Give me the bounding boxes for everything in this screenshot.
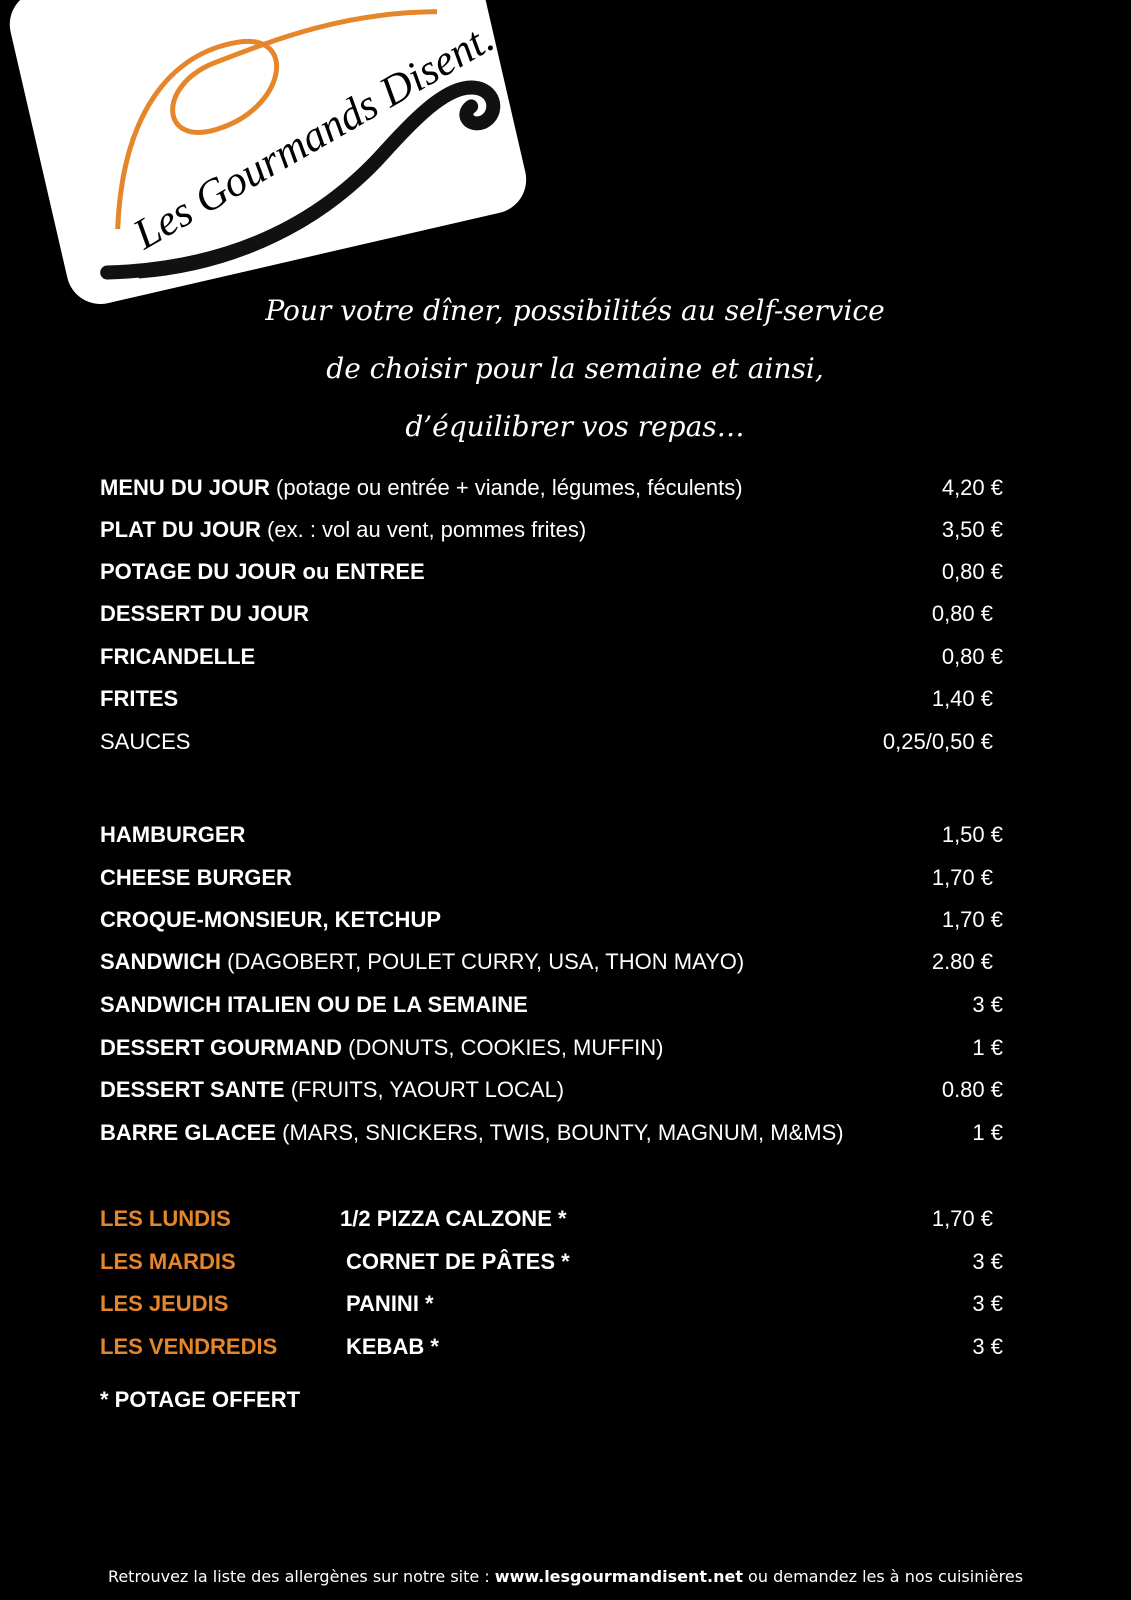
menu-item: [100, 988, 1003, 1022]
item-price: 2.80 €: [931, 949, 993, 974]
item-name: DESSERT SANTE: [100, 1077, 285, 1102]
dish-name: 1/2 PIZZA CALZONE *: [340, 1206, 567, 1231]
menu-item: [100, 725, 1003, 759]
item-price: 1,50 €: [941, 822, 1003, 847]
day-label: LES VENDREDIS: [100, 1334, 278, 1359]
item-name: BARRE GLACEE: [100, 1120, 277, 1145]
intro-line: de choisir pour la semaine et ainsi,: [326, 352, 824, 385]
item-price: 3 €: [972, 992, 1003, 1017]
menu-item: [100, 1116, 1003, 1150]
item-name: CROQUE-MONSIEUR, KETCHUP: [100, 907, 442, 932]
menu-item: [100, 513, 1003, 547]
item-price: 0,25/0,50 €: [882, 729, 993, 754]
menu-item: [100, 818, 1003, 852]
item-price: 3 €: [972, 1249, 1003, 1274]
item-price: 0,80 €: [931, 601, 993, 626]
day-label: LES JEUDIS: [100, 1291, 229, 1316]
footnote: * POTAGE OFFERT: [100, 1387, 301, 1412]
item-price: 1 €: [972, 1120, 1003, 1145]
item-price: 0,80 €: [941, 644, 1003, 669]
menu-item: [100, 945, 1003, 979]
item-name: SANDWICH ITALIEN OU DE LA SEMAINE: [100, 992, 528, 1017]
item-name: DESSERT GOURMAND: [100, 1035, 343, 1060]
item-price: 0,80 €: [941, 559, 1003, 584]
intro-line: Pour votre dîner, possibilités au self-service: [265, 294, 885, 327]
menu-item: [100, 903, 1003, 937]
intro-text: [150, 282, 1000, 456]
intro-line: d’équilibrer vos repas…: [405, 410, 745, 443]
item-name: CHEESE BURGER: [100, 865, 292, 890]
logo: [0, 0, 526, 282]
menu-item: [100, 1031, 1003, 1065]
dish-name: CORNET DE PÂTES *: [346, 1249, 570, 1274]
item-description: (FRUITS, YAOURT LOCAL): [284, 1077, 565, 1102]
dish-name: KEBAB *: [346, 1334, 439, 1359]
item-description: (DONUTS, COOKIES, MUFFIN): [342, 1035, 664, 1060]
menu-item: [100, 597, 1003, 631]
menu-item: [100, 682, 1003, 716]
item-name: FRITES: [100, 686, 179, 711]
item-description: (ex. : vol au vent, pommes frites): [260, 517, 587, 542]
item-name: PLAT DU JOUR: [100, 517, 261, 542]
day-label: LES MARDIS: [100, 1249, 236, 1274]
item-price: 1,70 €: [941, 907, 1003, 932]
menu-item: [100, 640, 1003, 674]
item-name: SANDWICH: [100, 949, 221, 974]
item-price: 1,70 €: [931, 1206, 993, 1231]
item-price: 4,20 €: [941, 475, 1003, 500]
item-name: MENU DU JOUR: [100, 475, 270, 500]
item-name: SAUCES: [100, 729, 191, 754]
logo-text: Les Gourmands Disent...: [125, 3, 521, 259]
item-description: (MARS, SNICKERS, TWIS, BOUNTY, MAGNUM, M&MS): [276, 1120, 844, 1145]
menu-item: [100, 471, 1003, 505]
menu-item: [100, 555, 1003, 589]
item-price: 3,50 €: [941, 517, 1003, 542]
item-description: (potage ou entrée + viande, légumes, féculents): [269, 475, 743, 500]
item-description: (DAGOBERT, POULET CURRY, USA, THON MAYO): [221, 949, 745, 974]
item-name: FRICANDELLE: [100, 644, 256, 669]
menu-item: [100, 861, 1003, 895]
item-price: 1,70 €: [931, 865, 993, 890]
footer: [0, 1567, 1131, 1586]
weekly-item: [100, 1245, 1003, 1279]
item-name: DESSERT DU JOUR: [100, 601, 310, 626]
item-price: 3 €: [972, 1291, 1003, 1316]
weekly-item: [100, 1330, 1003, 1364]
footer-text: ou demandez les à nos cuisinières: [742, 1567, 1024, 1586]
footer-text: Retrouvez la liste des allergènes sur notre site :: [107, 1567, 495, 1586]
item-name: POTAGE DU JOUR ou ENTREE: [100, 559, 425, 584]
dish-name: PANINI *: [346, 1291, 434, 1316]
item-price: 1 €: [972, 1035, 1003, 1060]
weekly-item: [100, 1287, 1003, 1321]
weekly-item: [100, 1202, 1003, 1236]
menu-item: [100, 1073, 1003, 1107]
item-name: HAMBURGER: [100, 822, 246, 847]
website-link[interactable]: www.lesgourmandisent.net: [494, 1567, 743, 1586]
item-price: 3 €: [972, 1334, 1003, 1359]
item-price: 1,40 €: [931, 686, 993, 711]
item-price: 0.80 €: [941, 1077, 1003, 1102]
day-label: LES LUNDIS: [100, 1206, 231, 1231]
